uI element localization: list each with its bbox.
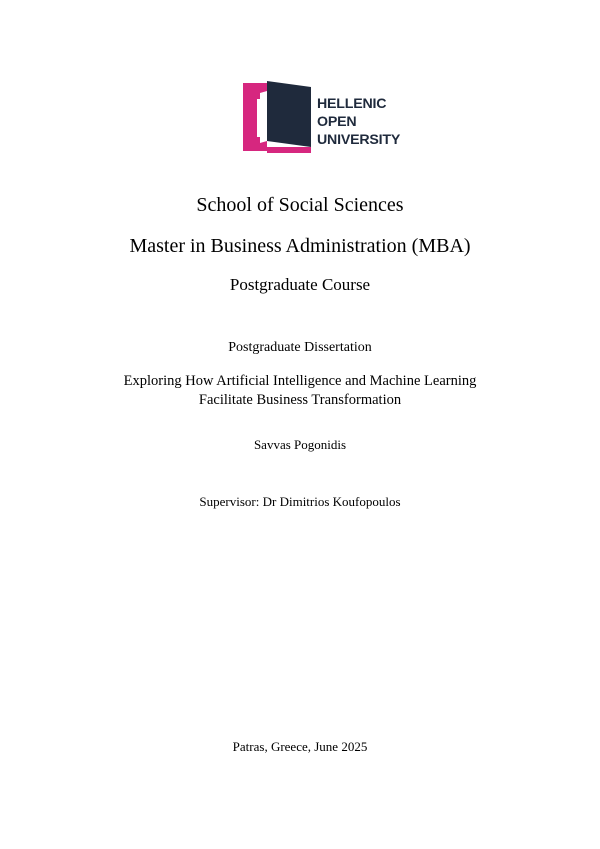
school-name: School of Social Sciences xyxy=(196,194,404,216)
supervisor-name: Supervisor: Dr Dimitrios Koufopoulos xyxy=(199,494,401,509)
logo-line-university: UNIVERSITY xyxy=(317,132,401,148)
document-type: Postgraduate Dissertation xyxy=(228,340,372,355)
dissertation-title-line-2: Facilitate Business Transformation xyxy=(198,392,402,408)
logo-wordmark xyxy=(317,95,400,149)
course-name: Postgraduate Course xyxy=(229,275,371,294)
author-name: Savvas Pogonidis xyxy=(253,437,347,452)
logo-line-hellenic: HELLENIC xyxy=(317,96,387,112)
university-logo xyxy=(243,79,413,155)
open-book-door-icon xyxy=(243,79,315,155)
program-name: Master in Business Administration (MBA) xyxy=(129,235,471,257)
logo-line-open: OPEN xyxy=(317,114,357,130)
place-date: Patras, Greece, June 2025 xyxy=(232,739,368,754)
dissertation-title-line-1: Exploring How Artificial Intelligence and Machine Learning xyxy=(123,373,477,389)
